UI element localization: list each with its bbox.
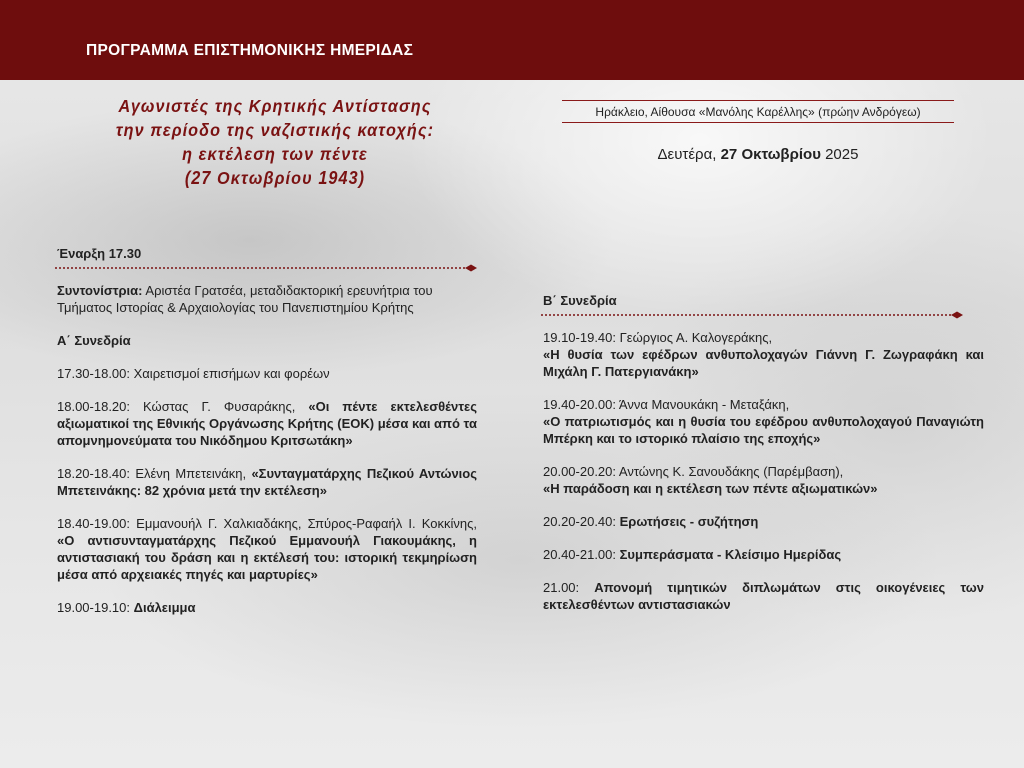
moderator — [57, 282, 477, 316]
item-time: 18.00-18.20: Κώστας Γ. Φυσαράκης, — [57, 399, 309, 414]
event-title-line: Αγωνιστές της Κρητικής Αντίστασης — [118, 96, 432, 116]
item-time: 19.40-20.00: Άννα Μανουκάκη - Μεταξάκη, — [543, 397, 790, 412]
divider-line — [539, 311, 963, 319]
session-b-title: Β΄ Συνεδρία — [543, 293, 617, 308]
divider — [539, 311, 984, 319]
program-item — [543, 329, 984, 380]
event-date-bold: 27 Οκτωβρίου — [720, 146, 821, 163]
event-date — [562, 146, 954, 163]
item-time: 17.30-18.00: Χαιρετισμοί επισήμων και φορέων — [57, 366, 330, 381]
left-column — [57, 245, 477, 632]
item-time: 20.00-20.20: Αντώνης Κ. Σανουδάκης (Παρέμβαση), — [543, 464, 844, 479]
moderator-text: Αριστέα Γρατσέα, μεταδιδακτορική ερευνήτρια του Τμήματος Ιστορίας & Αρχαιολογίας του Πανεπιστημίου Κρήτης — [57, 283, 433, 315]
item-title: «Συνταγματάρχης Πεζικού Αντώνιος Μπετεινάκης: 82 χρόνια μετά την εκτέλεση» — [57, 466, 477, 498]
program-item — [543, 579, 984, 613]
item-time: 18.40-19.00: Εμμανουήλ Γ. Χαλκιαδάκης, Σπύρος-Ραφαήλ Ι. Κοκκίνης, — [57, 516, 477, 531]
program-item — [543, 513, 984, 530]
item-time: 19.00-19.10: — [57, 600, 134, 615]
moderator-label: Συντονίστρια: — [57, 283, 143, 298]
right-column — [543, 292, 984, 629]
session-a-title: Α΄ Συνεδρία — [57, 333, 131, 348]
program-item — [543, 463, 984, 497]
item-time: 20.40-21.00: — [543, 547, 620, 562]
item-time: 20.20-20.40: — [543, 514, 620, 529]
item-time: 19.10-19.40: Γεώργιος Α. Καλογεράκης, — [543, 330, 773, 345]
event-year: 2025 — [825, 146, 859, 163]
program-item — [57, 599, 477, 616]
divider — [53, 264, 477, 272]
program-item — [57, 365, 477, 382]
item-time: 21.00: — [543, 580, 595, 595]
program-item — [57, 515, 477, 583]
program-title: ΠΡΟΓΡΑΜΜΑ ΕΠΙΣΤΗΜΟΝΙΚΗΣ ΗΜΕΡΙΔΑΣ — [86, 42, 414, 59]
program-item — [543, 546, 984, 563]
start-time: Έναρξη 17.30 — [57, 246, 142, 261]
item-title: Συμπεράσματα - Κλείσιμο Ημερίδας — [619, 547, 842, 562]
item-title: Ερωτήσεις - συζήτηση — [619, 514, 759, 529]
item-title: «Η παράδοση και η εκτέλεση των πέντε αξιωματικών» — [543, 481, 878, 496]
item-title: Απονομή τιμητικών διπλωμάτων στις οικογένειες των εκτελεσθέντων αντιστασιακών — [543, 580, 984, 612]
program-item — [57, 465, 477, 499]
event-title-line: την περίοδο της ναζιστικής κατοχής: — [115, 120, 435, 140]
divider-line — [53, 264, 477, 272]
program-item — [543, 396, 984, 447]
item-time: 18.20-18.40: Ελένη Μπετεινάκη, — [57, 466, 252, 481]
program-item — [57, 398, 477, 449]
event-title — [82, 94, 469, 190]
item-title: «Οι πέντε εκτελεσθέντες αξιωματικοί της Εθνικής Οργάνωσης Κρήτης (ΕΟΚ) μέσα και από τα απομνημονεύματα του Νικόδημου Κριτσωτάκη» — [57, 399, 477, 448]
event-title-line: η εκτέλεση των πέντε — [182, 144, 368, 164]
event-title-line: (27 Οκτωβρίου 1943) — [184, 168, 366, 188]
venue: Ηράκλειο, Αίθουσα «Μανόλης Καρέλλης» (πρώην Ανδρόγεω) — [562, 100, 954, 123]
item-title: «Η θυσία των εφέδρων ανθυπολοχαγών Γιάννη Γ. Ζωγραφάκη και Μιχάλη Γ. Πατεργιανάκη» — [543, 347, 984, 379]
item-title: «Ο αντισυνταγματάρχης Πεζικού Εμμανουήλ Γιακουμάκης, η αντιστασιακή του δράση και η εκτέλεσή του: ιστορική τεκμηρίωση μέσα από αρχειακές πηγές και μαρτυρίες» — [57, 533, 477, 582]
header-bar — [0, 0, 1024, 80]
item-title: «Ο πατριωτισμός και η θυσία του εφέδρου ανθυπολοχαγού Παναγιώτη Μπέρκη και το ιστορικό πλαίσιο της εποχής» — [543, 414, 984, 446]
event-day: Δευτέρα, — [657, 146, 717, 163]
item-title: Διάλειμμα — [133, 600, 196, 615]
